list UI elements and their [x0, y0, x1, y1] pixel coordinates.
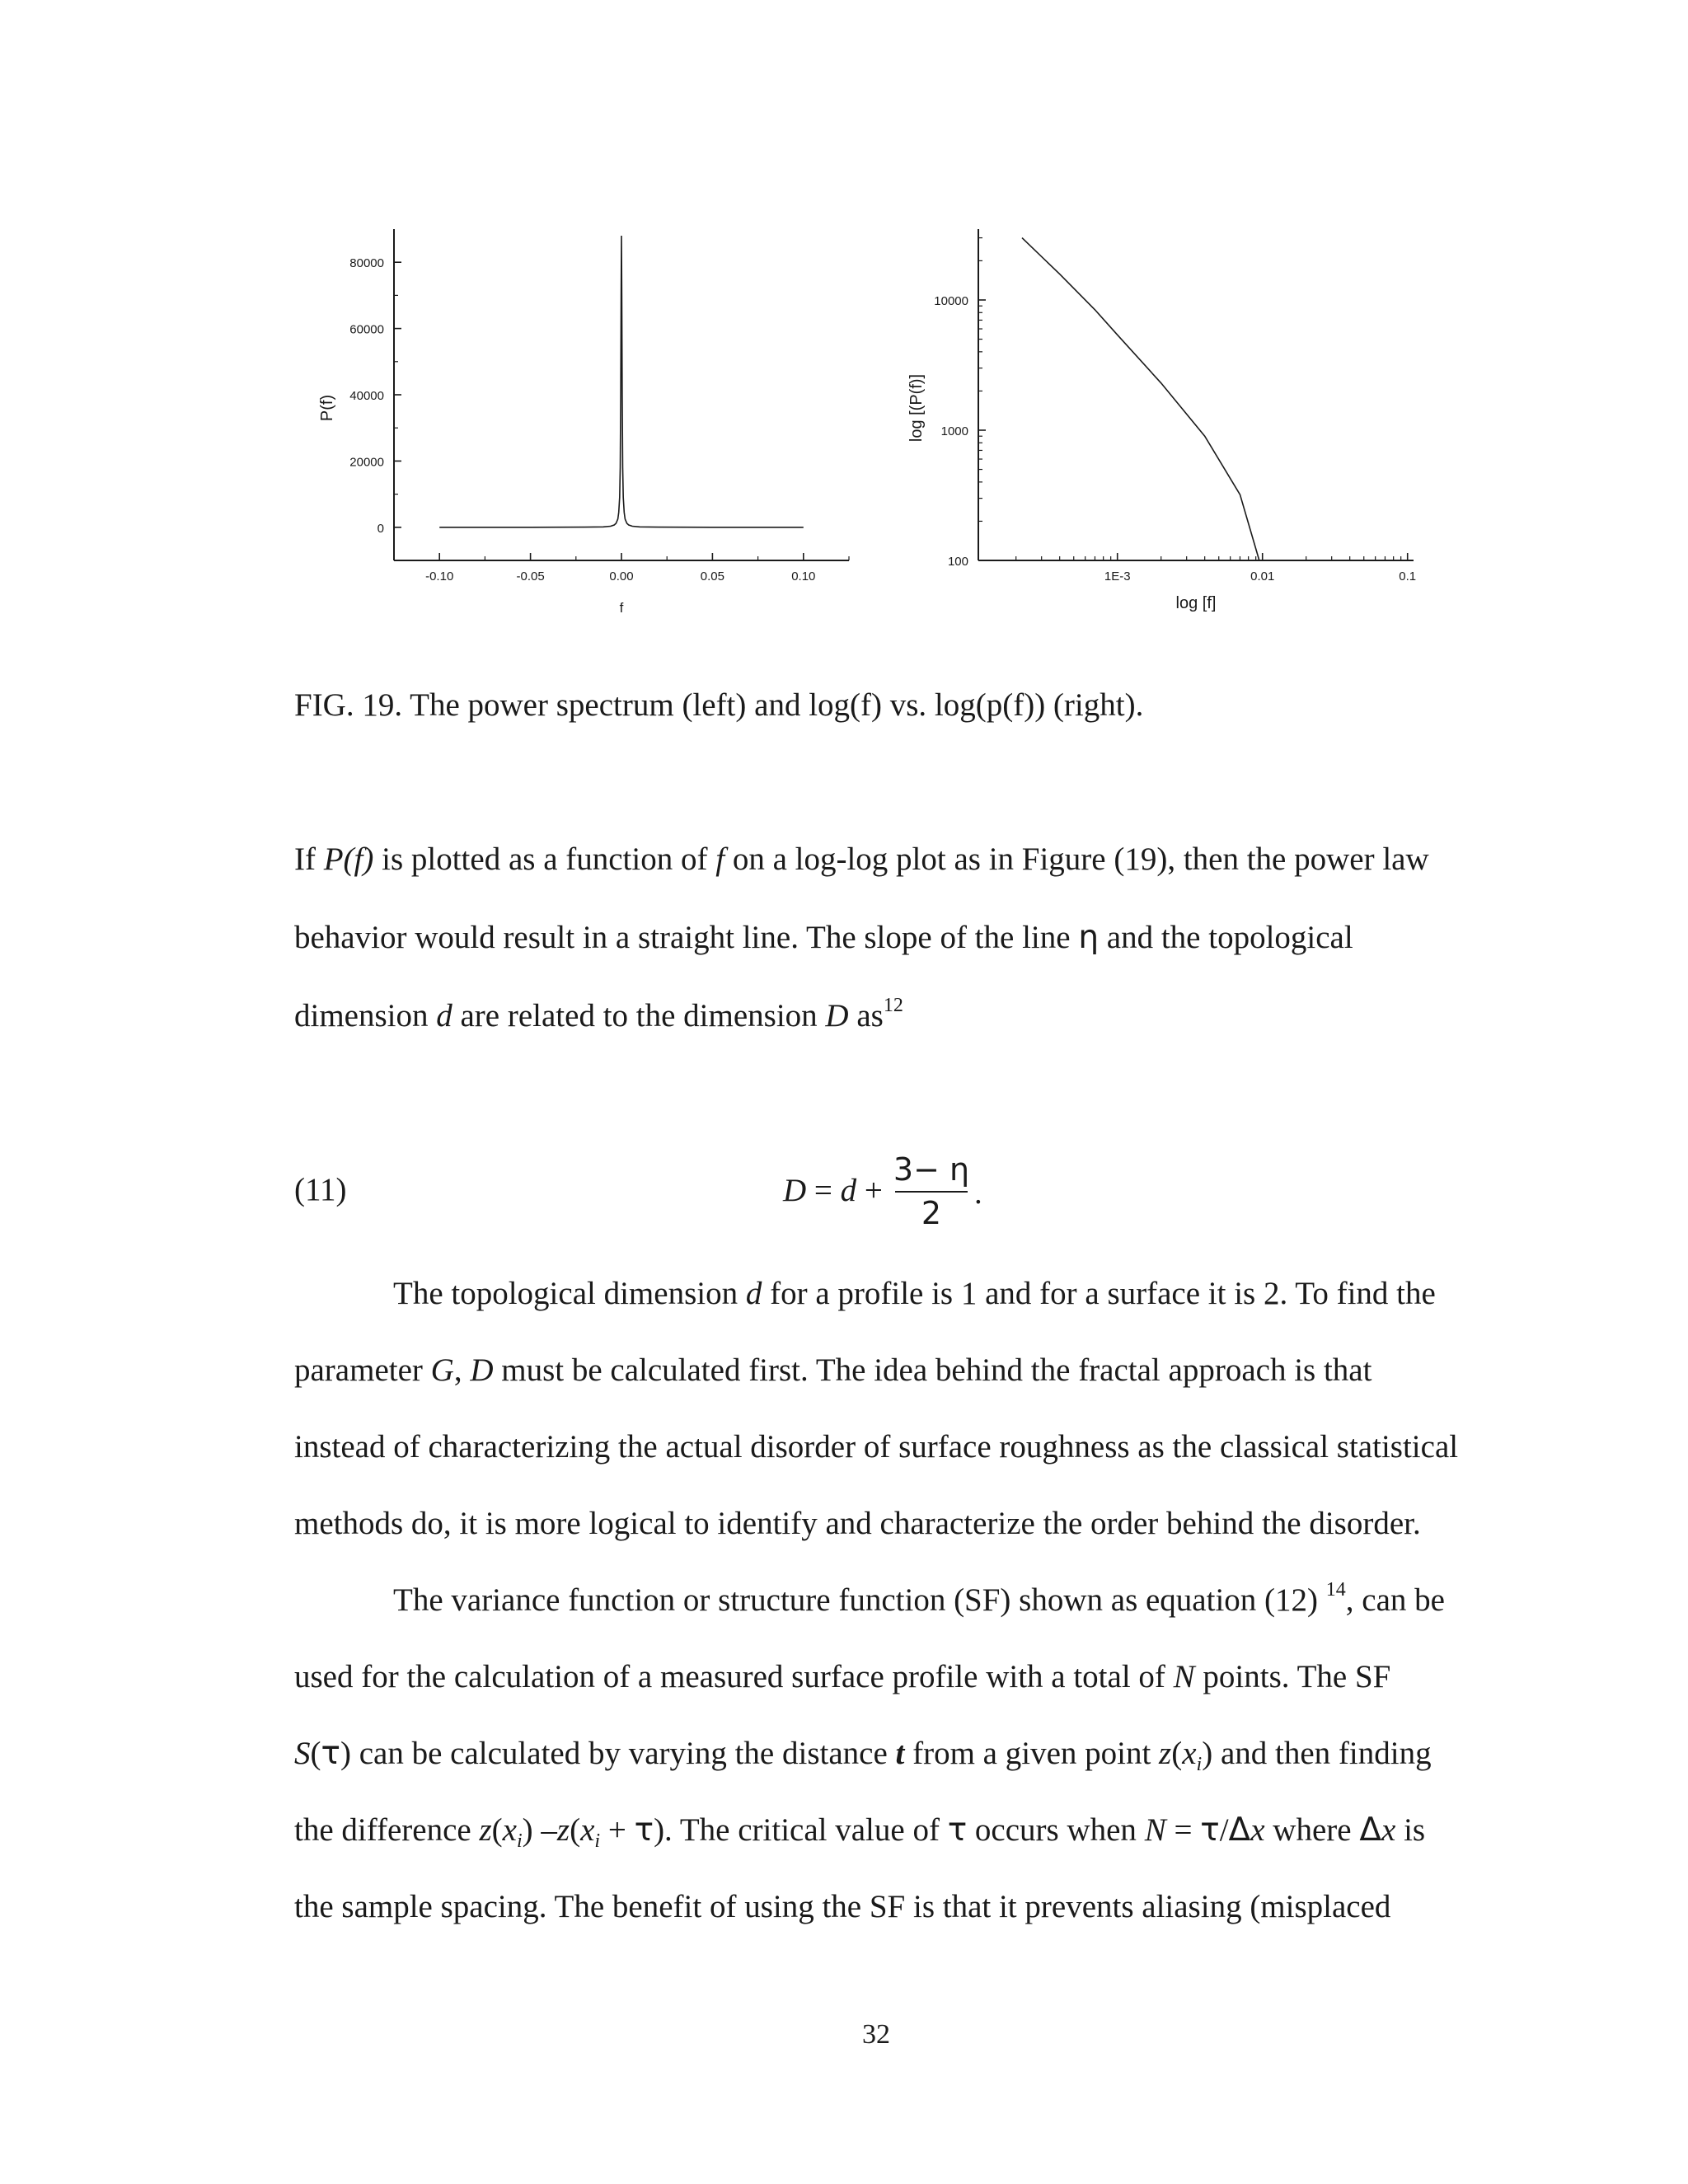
left-x-ticks [394, 553, 849, 583]
paragraph-2-line-3: instead of characterizing the actual disorder of surface roughness as the classical statistical [294, 1429, 1459, 1465]
eta-symbol: η [1078, 919, 1100, 956]
left-x-tick-label: 0.10 [791, 569, 816, 583]
equation-11: D = d + 3− η 2 . [783, 1151, 982, 1231]
paragraph-1-line-1: If P(f) is plotted as a function of f on a log-log plot as in Figure (19), then the power law [294, 841, 1429, 877]
power-spectrum-chart [318, 229, 849, 616]
left-x-tick-label: -0.10 [425, 569, 454, 583]
fraction-denominator: 2 [921, 1195, 942, 1231]
right-x-tick-label: 1E-3 [1104, 569, 1131, 583]
power-spectrum-line [439, 236, 804, 527]
paragraph-3-line-5: the sample spacing. The benefit of using the SF is that it prevents aliasing (misplaced [294, 1889, 1391, 1924]
paragraph-3-line-4: the difference $z(x_i) -z(x_i + \tau)$. The critical value of τ occurs when N = τ/Δx where Δx is [294, 1811, 1426, 1852]
right-y-tick-label: 100 [947, 555, 968, 569]
left-y-tick-label: 20000 [349, 455, 384, 470]
left-y-tick-label: 60000 [349, 322, 384, 337]
reference-14: 14 [1325, 1579, 1346, 1601]
left-y-tick-label: 80000 [349, 256, 384, 271]
log-log-chart [907, 229, 1416, 612]
right-y-tick-label: 10000 [934, 293, 968, 308]
paragraph-1-line-3: dimension d are related to the dimension D $as^{12}$ [294, 995, 903, 1033]
paragraph-2-line-4: methods do, it is more logical to identify and characterize the order behind the disorder. [294, 1506, 1421, 1541]
right-x-ticks [1016, 553, 1416, 583]
reference-12: 12 [883, 995, 903, 1016]
fraction-numerator: 3− η [893, 1151, 970, 1188]
left-y-tick-label: 0 [377, 521, 384, 536]
left-x-label: f [619, 600, 624, 616]
left-x-tick-label: 0.05 [700, 569, 725, 583]
left-x-tick-label: -0.05 [516, 569, 545, 583]
page-number: 32 [862, 2019, 890, 2050]
paragraph-3-line-2: used for the calculation of a measured surface profile with a total of N points. The SF [294, 1659, 1391, 1694]
paragraph-2-line-2: parameter G, D must be calculated first. The idea behind the fractal approach is that [294, 1352, 1372, 1388]
fraction [890, 1150, 973, 1232]
right-x-label: log [f] [1175, 594, 1217, 612]
fraction-bar [895, 1191, 968, 1193]
left-y-tick-label: 40000 [349, 389, 384, 403]
paragraph-1-line-2: behavior would result in a straight line. The slope of the line η and the topological [294, 919, 1353, 956]
left-x-tick-label: 0.00 [609, 569, 634, 583]
right-x-tick-label: 0.1 [1399, 569, 1417, 583]
log-log-line [1022, 238, 1259, 560]
figure-19 [0, 0, 1688, 659]
right-y-tick-label: 1000 [940, 424, 968, 438]
figure-caption: FIG. 19. The power spectrum (left) and log(f) vs. log(p(f)) (right). [294, 687, 1144, 723]
equation-number: (11) [294, 1172, 347, 1207]
right-y-label: log [(P(f)] [907, 373, 926, 443]
paragraph-2-line-1: The topological dimension d for a profile is 1 and for a surface it is 2. To find the [393, 1276, 1436, 1311]
right-x-tick-label: 0.01 [1250, 569, 1275, 583]
left-y-label: P(f) [318, 394, 336, 422]
paragraph-3-line-1: The variance function or structure function (SF) shown as equation (12) $^{14}$, can be [393, 1579, 1445, 1618]
paragraph-3-line-3: S(τ) can be calculated by varying the distance t from a given point $z(x_i)$ and then finding [294, 1735, 1432, 1775]
